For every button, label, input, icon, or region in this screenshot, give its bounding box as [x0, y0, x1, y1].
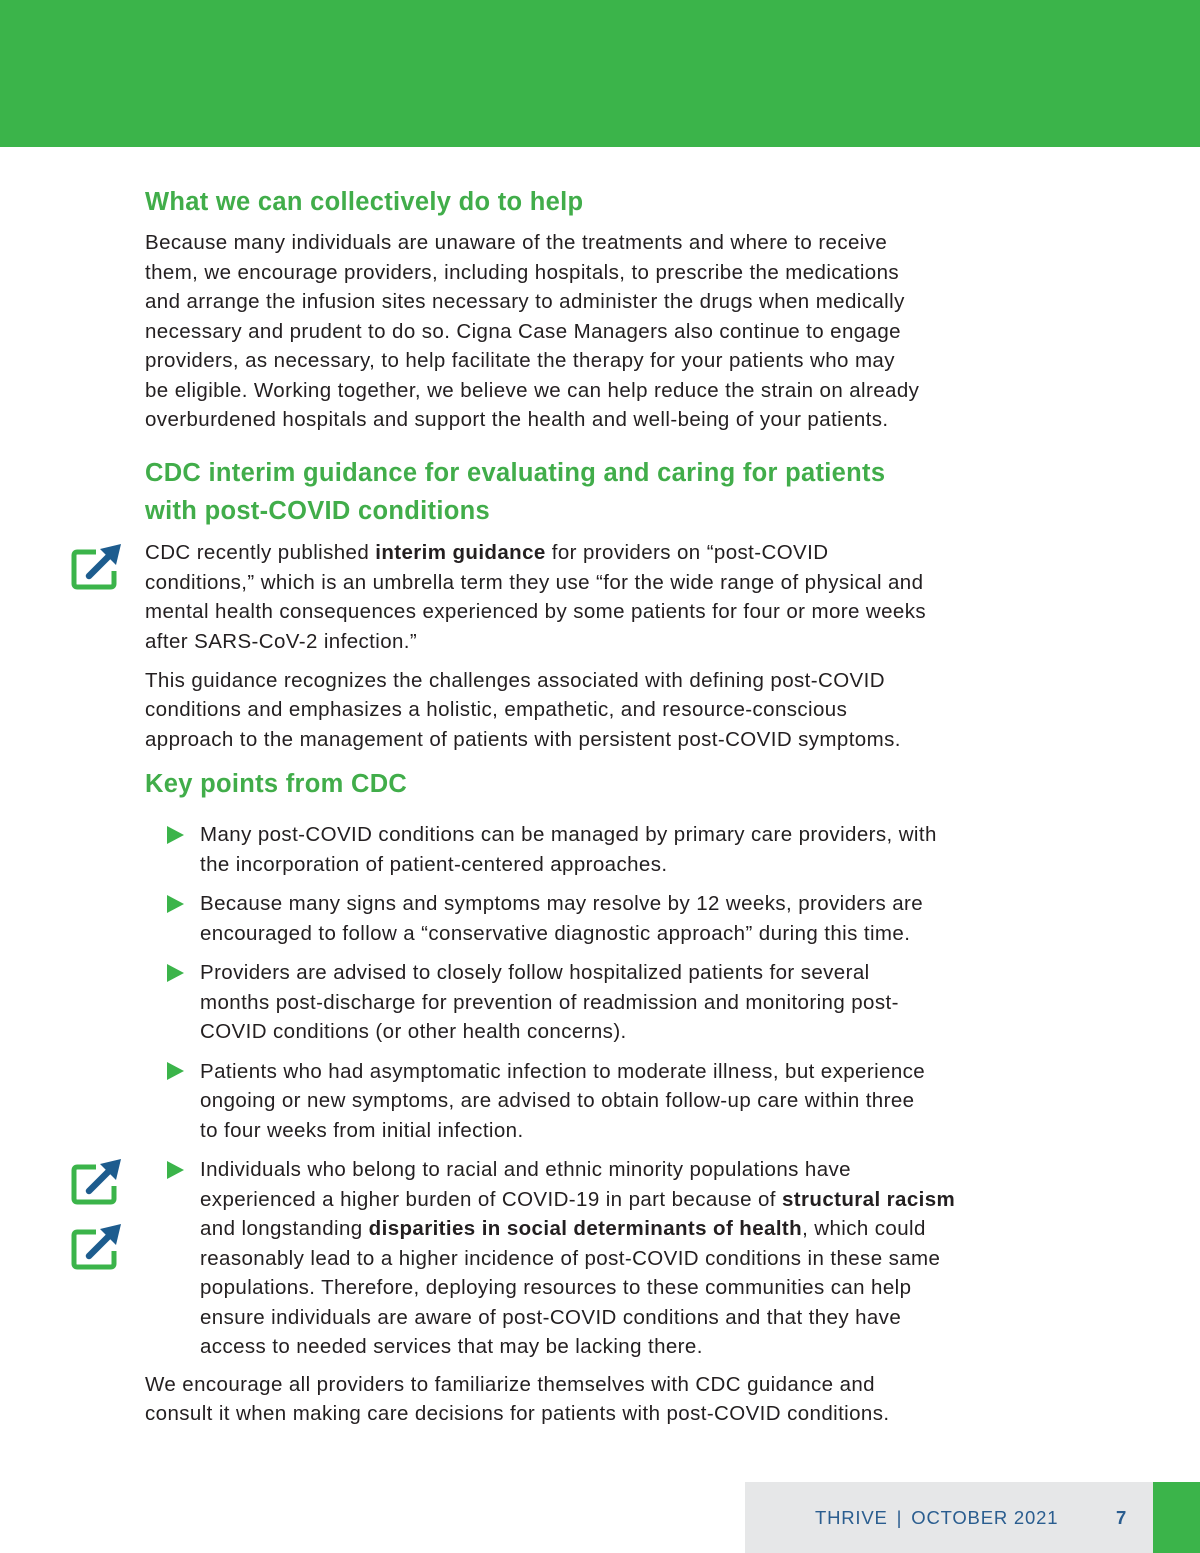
text-line: the incorporation of patient-centered approaches. [200, 852, 668, 876]
footer-separator: | [896, 1507, 903, 1528]
text-segment: for providers on “post-COVID [545, 541, 829, 564]
text-segment: and longstanding [200, 1217, 369, 1240]
text-line: Many post-COVID conditions can be managed by primary care providers, with [200, 823, 937, 846]
text-line: What we can collectively do to help [145, 188, 584, 216]
triangle-bullet-icon [167, 964, 184, 982]
footer-publication: THRIVE [815, 1507, 888, 1528]
text-line: Patients who had asymptomatic infection to moderate illness, but experience [200, 1059, 926, 1083]
text-segment: experienced a higher burden of COVID-19 in part because of [200, 1187, 782, 1211]
key-point-item [145, 820, 1145, 879]
inline-link[interactable]: interim guidance [375, 541, 546, 564]
footer-bar [745, 1482, 1153, 1553]
key-point-item [145, 958, 1145, 1047]
text-line: with post-COVID conditions [145, 496, 490, 525]
text-line: be eligible. Working together, we believe we can help reduce the strain on already [145, 378, 920, 402]
triangle-bullet-icon [167, 1161, 184, 1179]
footer-issue-label [815, 1482, 1058, 1553]
key-point-text [200, 958, 1145, 1047]
text-line: conditions and emphasizes a holistic, empathetic, and resource-conscious [145, 698, 848, 721]
key-point-text [200, 1057, 1145, 1146]
paragraph-cdc-intro [145, 538, 1145, 656]
text-line [145, 538, 1145, 568]
text-line: overburdened hospitals and support the health and well-being of your patients. [145, 408, 889, 431]
main-content [145, 184, 1145, 1438]
text-line: conditions,” which is an umbrella term they use “for the wide range of physical and [145, 570, 924, 594]
paragraph-what-we-can-do [145, 228, 1145, 435]
text-segment: CDC recently published [145, 541, 376, 564]
text-line: ensure individuals are aware of post-COVID conditions and that they have [200, 1305, 902, 1329]
key-point-item [145, 1057, 1145, 1146]
text-line: populations. Therefore, deploying resources to these communities can help [200, 1276, 912, 1299]
triangle-bullet-icon [167, 895, 184, 913]
text-line: mental health consequences experienced by some patients for four or more weeks [145, 600, 927, 623]
text-line: We encourage all providers to familiarize themselves with CDC guidance and [145, 1372, 875, 1396]
text-line: them, we encourage providers, including hospitals, to prescribe the medications [145, 260, 900, 284]
key-point-item [145, 1155, 1145, 1362]
triangle-bullet-icon [167, 1062, 184, 1080]
key-point-text [200, 889, 1145, 948]
text-segment: , which could [802, 1217, 926, 1240]
key-point-item [145, 889, 1145, 948]
text-line: to four weeks from initial infection. [200, 1118, 524, 1142]
text-line: Key points from CDC [145, 769, 408, 798]
text-line: reasonably lead to a higher incidence of post-COVID conditions in these same [200, 1246, 941, 1270]
text-line [200, 1214, 1145, 1244]
text-line: after SARS-CoV-2 infection.” [145, 629, 418, 653]
key-points-list [145, 820, 1145, 1370]
external-link-icon[interactable] [70, 1223, 122, 1271]
text-line: CDC interim guidance for evaluating and caring for patients [145, 459, 886, 487]
text-line: months post-discharge for prevention of readmission and monitoring post- [200, 990, 899, 1014]
text-line: approach to the management of patients with persistent post-COVID symptoms. [145, 727, 901, 751]
key-point-text [200, 820, 1145, 879]
key-point-text [200, 1155, 1145, 1362]
text-line: consult it when making care decisions for patients with post-COVID conditions. [145, 1402, 890, 1425]
triangle-bullet-icon [167, 826, 184, 844]
external-link-icon[interactable] [70, 1158, 122, 1206]
text-line [200, 1185, 1145, 1215]
text-line: and arrange the infusion sites necessary to administer the drugs when medically [145, 290, 905, 313]
text-line: This guidance recognizes the challenges associated with defining post-COVID [145, 668, 885, 692]
external-link-icon[interactable] [70, 543, 122, 591]
heading-key-points [145, 766, 1145, 804]
footer-accent [1153, 1482, 1200, 1553]
heading-what-we-can-do [145, 184, 1145, 222]
text-line: COVID conditions (or other health concerns). [200, 1020, 627, 1043]
text-line: access to needed services that may be lacking there. [200, 1335, 703, 1358]
paragraph-closing [145, 1370, 1145, 1429]
inline-link[interactable]: structural racism [782, 1187, 956, 1211]
text-line: Because many individuals are unaware of the treatments and where to receive [145, 231, 888, 254]
paragraph-cdc-approach [145, 666, 1145, 755]
text-line: ongoing or new symptoms, are advised to obtain follow-up care within three [200, 1089, 915, 1112]
footer-issue: OCTOBER 2021 [911, 1507, 1059, 1528]
text-line: Providers are advised to closely follow hospitalized patients for several [200, 961, 870, 984]
text-line: Because many signs and symptoms may resolve by 12 weeks, providers are [200, 892, 924, 915]
text-line: Individuals who belong to racial and ethnic minority populations have [200, 1158, 851, 1181]
inline-link[interactable]: disparities in social determinants of health [368, 1217, 803, 1240]
page-number: 7 [1116, 1507, 1128, 1528]
header-band [0, 0, 1200, 147]
text-line: necessary and prudent to do so. Cigna Case Managers also continue to engage [145, 319, 901, 343]
text-line: providers, as necessary, to help facilitate the therapy for your patients who may [145, 349, 895, 372]
heading-cdc-interim-guidance [145, 455, 1145, 530]
text-line: encouraged to follow a “conservative diagnostic approach” during this time. [200, 921, 911, 945]
